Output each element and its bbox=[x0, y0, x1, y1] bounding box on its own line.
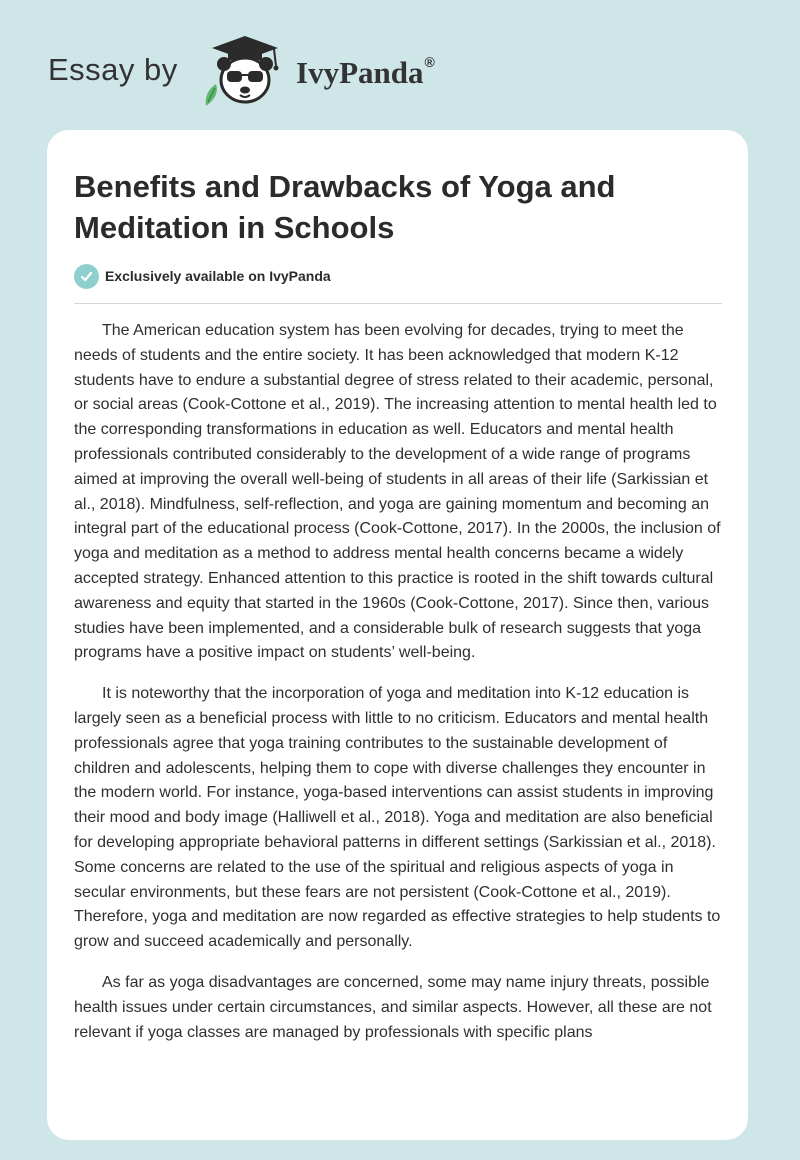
brand-text: IvyPanda bbox=[296, 55, 424, 90]
ivypanda-logo-icon[interactable] bbox=[200, 36, 290, 108]
brand-name[interactable] bbox=[296, 54, 435, 91]
badge-label: Exclusively available on IvyPanda bbox=[105, 268, 331, 284]
check-circle-icon bbox=[74, 264, 99, 289]
exclusive-badge bbox=[74, 263, 331, 289]
registered-mark: ® bbox=[424, 54, 435, 70]
essay-body bbox=[74, 319, 726, 1061]
paragraph: As far as yoga disadvantages are concerned, some may name injury threats, possible health issues under certain circumstances, and similar aspects. However, all these are not relevant if yoga classes are managed by professionals with specific plans bbox=[74, 973, 712, 1041]
essay-by-label: Essay by bbox=[48, 52, 178, 87]
paragraph: It is noteworthy that the incorporation of yoga and meditation into K-12 education is largely seen as a beneficial process with little to no criticism. Educators and mental health professionals agree that yoga training contributes to the sustainable development of children and adolescents, helping them to cope with diverse challenges they encounter in the modern world. For instance, yoga-based interventions can assist students in improving their mood and body image (Halliwell et al., 2018). Yoga and meditation are also beneficial for developing appropriate behavioral patterns in different settings (Sarkissian et al., 2018). Some concerns are related to the use of the spiritual and religious aspects of yoga in secular environments, but these fears are not persistent (Cook-Cottone et al., 2019). Therefore, yoga and meditation are now regarded as effective strategies to help students to grow and succeed academically and personally. bbox=[74, 685, 721, 951]
divider bbox=[74, 303, 722, 304]
paragraph: The American education system has been evolving for decades, trying to meet the needs of students and the entire society. It has been acknowledged that modern K-12 students have to endure a substantial degree of stress related to their academic, personal, or social areas (Cook-Cottone et al., 2019). The increasing attention to mental health led to the corresponding transformations in education as well. Educators and mental health professionals contributed considerably to the development of a wide range of programs aimed at improving the overall well-being of students in all areas of their life (Sarkissian et al., 2018). Mindfulness, self-reflection, and yoga are gaining momentum and becoming an integral part of the educational process (Cook-Cottone, 2017). In the 2000s, the inclusion of yoga and meditation as a method to address mental health concerns became a widely accepted strategy. Enhanced attention to this practice is rooted in the shift towards cultural awareness and equity that started in the 1960s (Cook-Cottone, 2017). Since then, various studies have been implemented, and a considerable bulk of research suggests that yoga programs have a positive impact on students’ well-being. bbox=[74, 322, 721, 662]
essay-card bbox=[47, 130, 748, 1140]
page-title: Benefits and Drawbacks of Yoga and Meditation in Schools bbox=[74, 169, 616, 245]
site-header bbox=[0, 0, 800, 130]
